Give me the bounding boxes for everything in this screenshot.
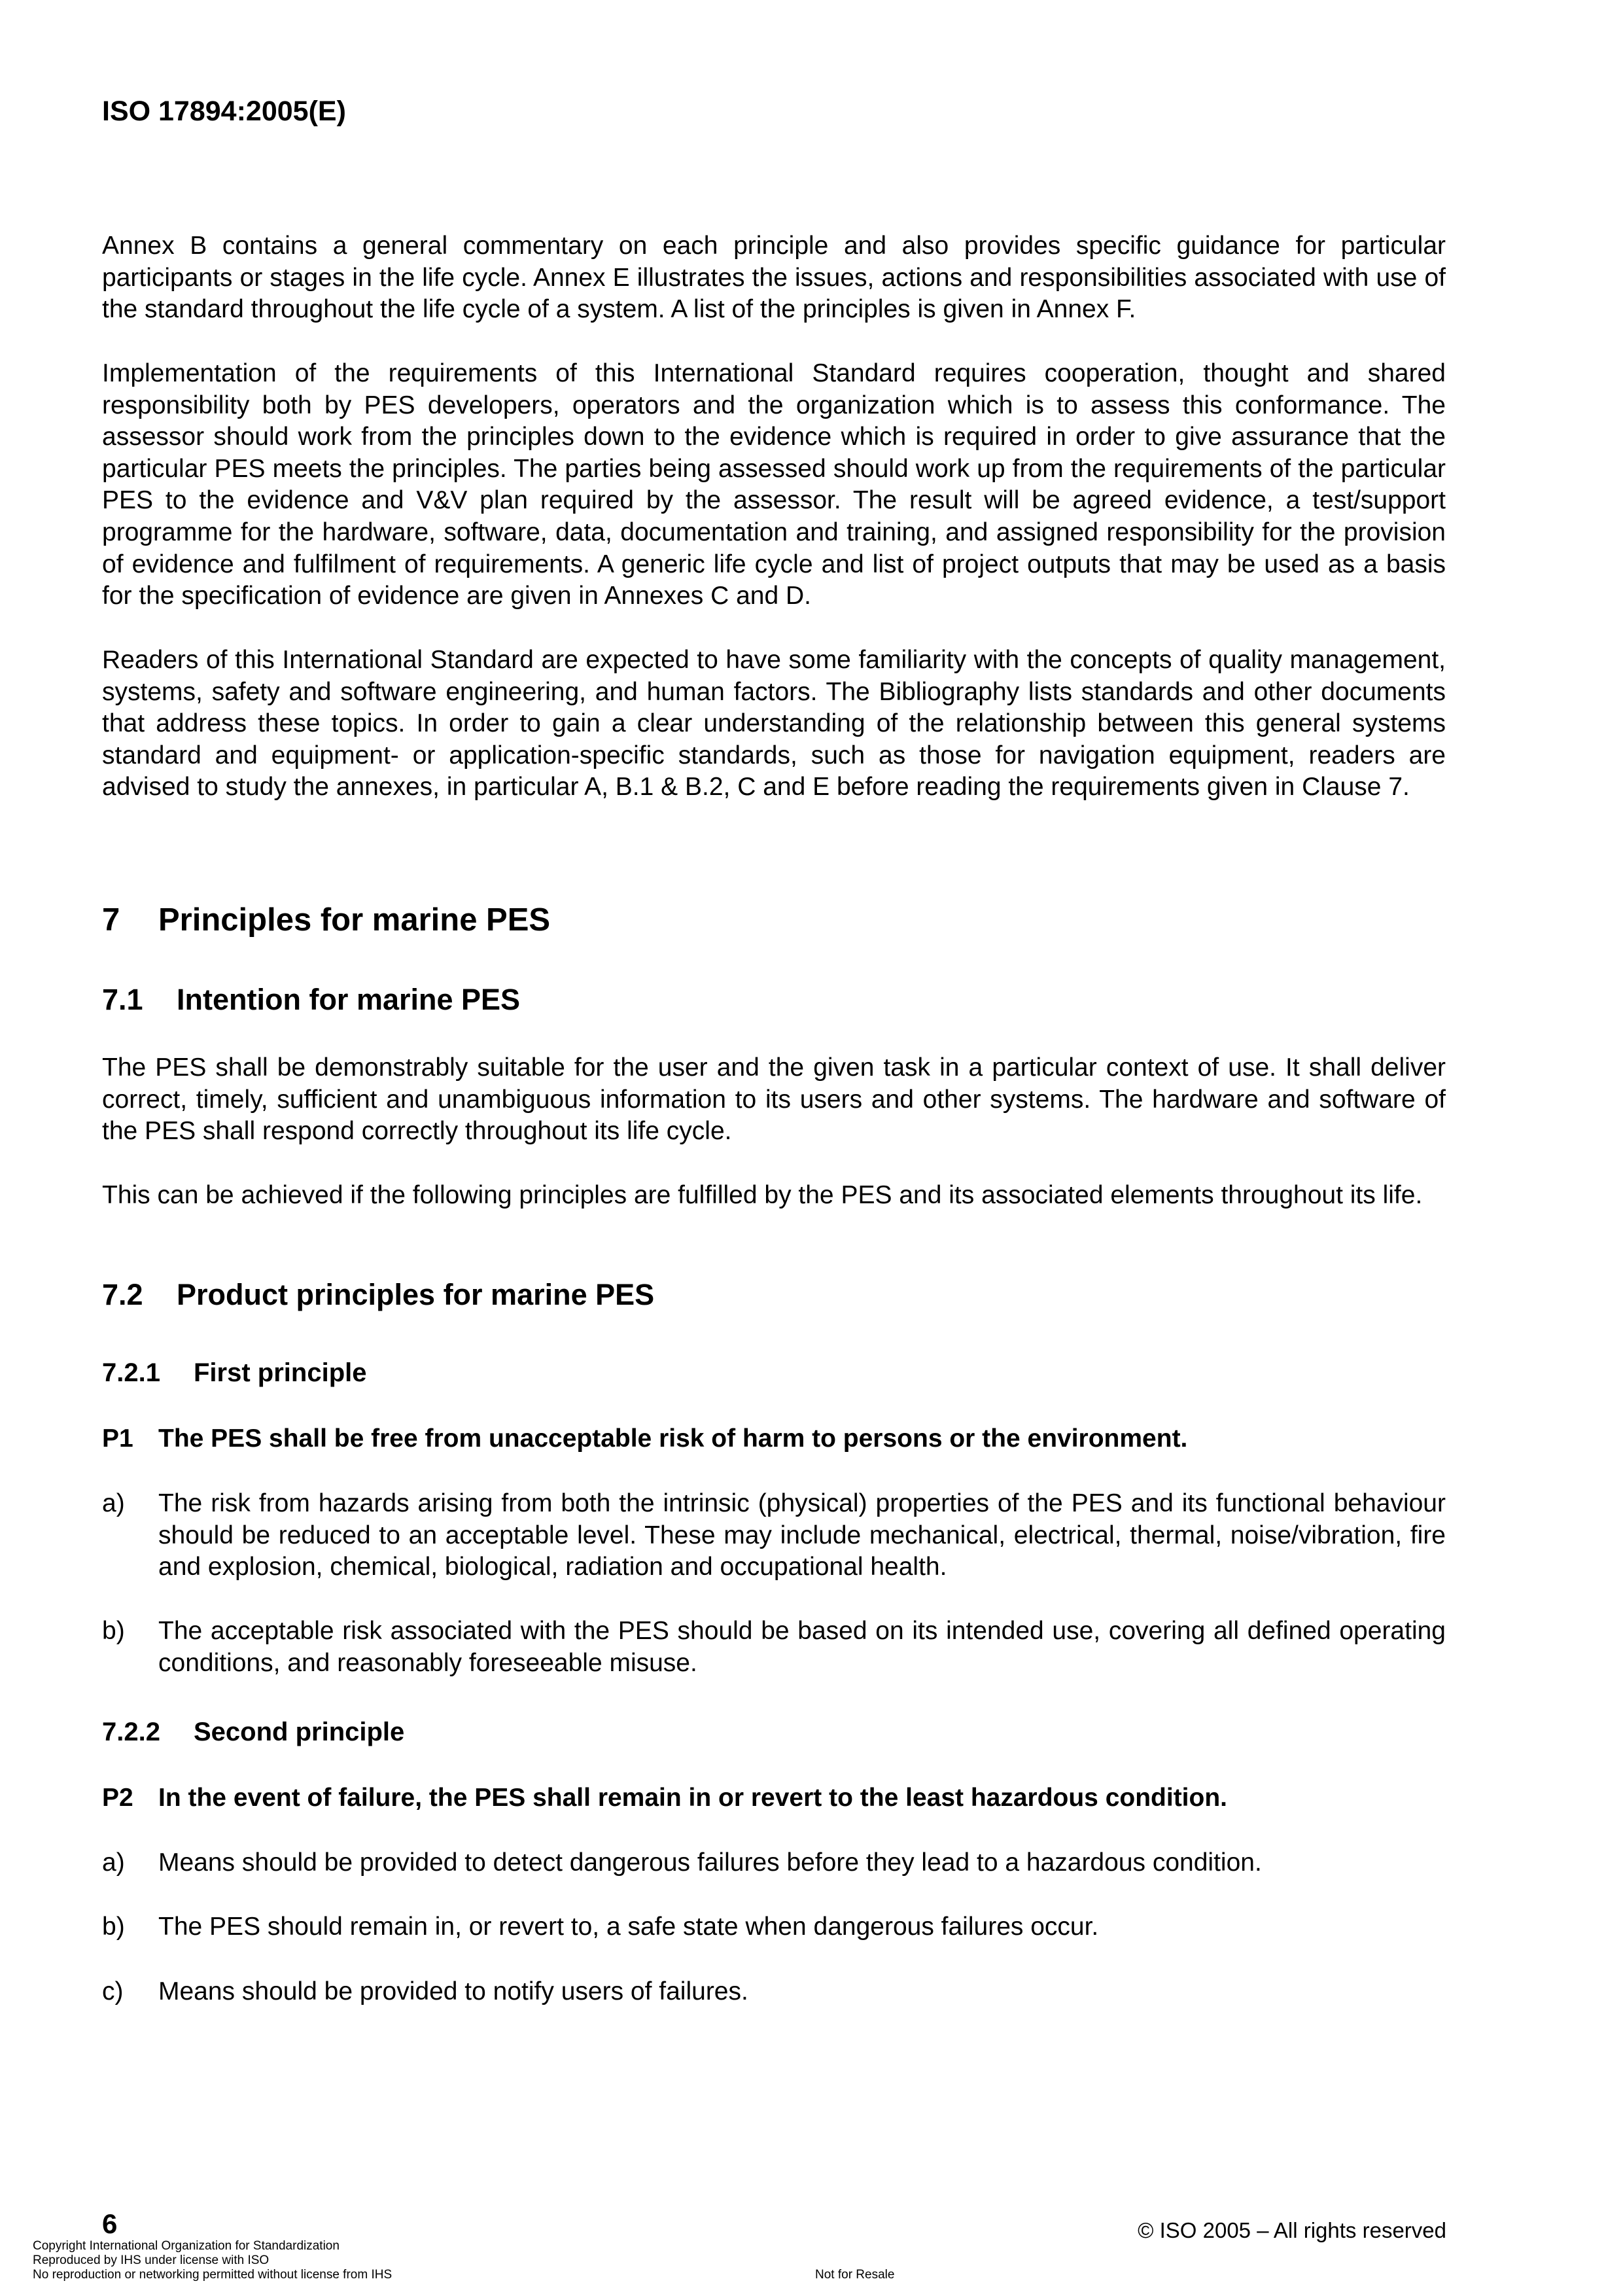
principle-p1 <box>102 1423 1446 1455</box>
section-title: Product principles for marine PES <box>177 1278 655 1311</box>
list-marker: a) <box>102 1848 125 1877</box>
list-item <box>102 1911 1446 1943</box>
footer-copyright: © ISO 2005 – All rights reserved <box>1138 2218 1446 2242</box>
section-number: 7.2 <box>102 1278 143 1311</box>
list-item-text: Means should be provided to notify users of failures. <box>158 1977 748 2005</box>
section-7-1-heading <box>102 983 520 1017</box>
principle-text: In the event of failure, the PES shall remain in or revert to the least hazardous condition. <box>158 1784 1228 1812</box>
list-marker: b) <box>102 1913 125 1941</box>
section-title: First principle <box>194 1358 367 1387</box>
section-title: Intention for marine PES <box>177 983 521 1016</box>
principle-p2 <box>102 1782 1446 1814</box>
intro-paragraph-3: Readers of this International Standard are expected to have some familiarity with the concepts of quality management, systems, safety and software engineering, and human factors. The Bibliography lists standards and other documents that address these topics. In order to gain a clear understanding of the relationship between this general systems standard and equipment- or application-specific standards, such as those for navigation equipment, readers are advised to study the annexes, in particular A, B.1 & B.2, C and E before reading the requirements given in Clause 7. <box>102 646 1446 802</box>
intro-paragraph-2: Implementation of the requirements of this International Standard requires cooperation, thought and shared responsibility both by PES developers, operators and the organization which is to assess this conformance. The assessor should work from the principles down to the evidence which is required in order to give assurance that the particular PES meets the principles. The parties being assessed should work up from the requirements of the particular PES to the evidence and V&V plan required by the assessor. The result will be agreed evidence, a test/support programme for the hardware, software, data, documentation and training, and assigned responsibility for the provision of evidence and fulfilment of requirements. A generic life cycle and list of project outputs that may be used as a basis for the specification of evidence are given in Annexes C and D. <box>102 359 1446 610</box>
list-item-text: The acceptable risk associated with the PES should be based on its intended use, covering all defined operating conditions, and reasonably foreseeable misuse. <box>158 1617 1446 1677</box>
list-item <box>102 1488 1446 1583</box>
principle-id: P2 <box>102 1784 133 1812</box>
section-7-heading <box>102 902 550 938</box>
section-7-2-heading <box>102 1278 654 1312</box>
list-item-text: The PES should remain in, or revert to, a safe state when dangerous failures occur. <box>158 1913 1099 1941</box>
list-item <box>102 1616 1446 1679</box>
section-title: Principles for marine PES <box>158 902 551 938</box>
section-7-2-1-heading <box>102 1358 367 1388</box>
principle-id: P1 <box>102 1424 133 1453</box>
section-number: 7 <box>102 902 120 938</box>
section-7-2-2-heading <box>102 1718 404 1747</box>
license-line-3: No reproduction or networking permitted without license from IHS <box>33 2268 393 2282</box>
list-marker: a) <box>102 1489 125 1517</box>
not-for-resale-notice: Not for Resale <box>815 2268 895 2282</box>
list-marker: c) <box>102 1977 124 2005</box>
section-number: 7.2.2 <box>102 1718 160 1746</box>
principle-text: The PES shall be free from unacceptable risk of harm to persons or the environment. <box>158 1424 1188 1453</box>
section-title: Second principle <box>194 1718 405 1746</box>
license-line-1: Copyright International Organization for Standardization <box>33 2239 340 2253</box>
list-item <box>102 1976 1446 2008</box>
license-line-2: Reproduced by IHS under license with ISO <box>33 2253 270 2267</box>
section-7-1-paragraph-1: The PES shall be demonstrably suitable for the user and the given task in a particular context of use. It shall deliver correct, timely, sufficient and unambiguous information to its users and other systems. The hardware and software of the PES shall respond correctly throughout its life cycle. <box>102 1053 1446 1146</box>
list-item-text: The risk from hazards arising from both the intrinsic (physical) properties of the PES and its functional behaviour should be reduced to an acceptable level. These may include mechanical, electrical, thermal, noise/vibration, fire and explosion, chemical, biological, radiation and occupational health. <box>158 1489 1446 1581</box>
list-marker: b) <box>102 1617 125 1645</box>
section-number: 7.2.1 <box>102 1358 160 1387</box>
list-item <box>102 1847 1446 1879</box>
document-id-header: ISO 17894:2005(E) <box>102 96 346 127</box>
section-7-1-paragraph-2: This can be achieved if the following principles are fulfilled by the PES and its associated elements throughout its life. <box>102 1181 1423 1209</box>
list-item-text: Means should be provided to detect dangerous failures before they lead to a hazardous condition. <box>158 1848 1262 1877</box>
page-number: 6 <box>102 2208 118 2239</box>
section-number: 7.1 <box>102 983 143 1016</box>
intro-paragraph-1: Annex B contains a general commentary on each principle and also provides specific guidance for particular participants or stages in the life cycle. Annex E illustrates the issues, actions and responsibilities associated with use of the standard throughout the life cycle of a system. A list of the principles is given in Annex F. <box>102 232 1446 324</box>
